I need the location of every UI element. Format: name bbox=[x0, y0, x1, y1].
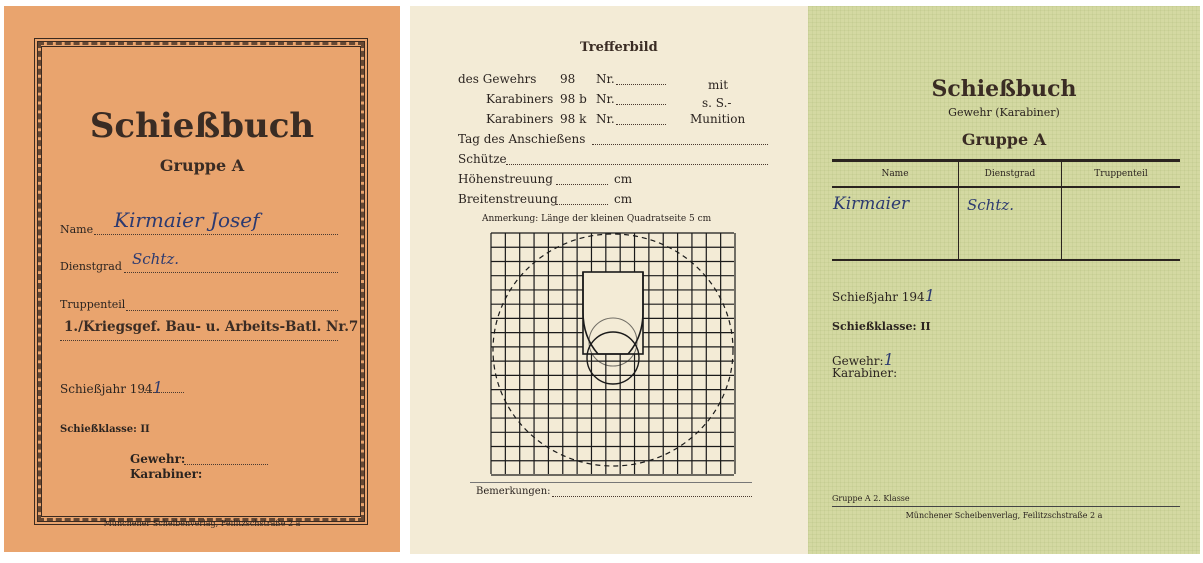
green-carbine: Karabiner: bbox=[832, 366, 898, 380]
year-label-text: Schießjahr 194 bbox=[60, 382, 153, 396]
target-diagram-page bbox=[410, 6, 808, 554]
green-class: Schießklasse: II bbox=[832, 320, 931, 333]
green-rifle-label: Gewehr: bbox=[832, 354, 884, 368]
carbine-label: Karabiner: bbox=[130, 467, 203, 481]
width-spread-label: Breitenstreuung bbox=[458, 192, 558, 206]
green-group: Gruppe A bbox=[961, 130, 1047, 149]
unit-value: 1./Kriegsgef. Bau- u. Arbeits-Batl. Nr.7 bbox=[64, 319, 359, 335]
green-title: Schießbuch bbox=[931, 76, 1077, 102]
name-value: Kirmaier Josef bbox=[114, 208, 260, 232]
ss-label: s. S.- bbox=[702, 96, 732, 110]
row-name-value: Kirmaier bbox=[832, 187, 959, 260]
name-label: Name bbox=[60, 223, 94, 236]
year-value: 1 bbox=[152, 378, 163, 397]
carbine-k-model: 98 k bbox=[560, 112, 587, 126]
carbine-b-nr-label: Nr. bbox=[596, 92, 615, 106]
carbine-k-line-label: Karabiners bbox=[486, 112, 554, 126]
shooter-label: Schütze bbox=[458, 152, 507, 166]
roster-table bbox=[832, 159, 1180, 261]
cover-subtitle: Gruppe A bbox=[159, 156, 245, 175]
green-footer-group: Gruppe A 2. Klasse bbox=[832, 494, 910, 503]
carbine-b-model: 98 b bbox=[560, 92, 587, 106]
col-name-header: Name bbox=[832, 161, 959, 188]
target-title: Trefferbild bbox=[580, 40, 658, 55]
cover-page bbox=[4, 6, 400, 552]
mit-label: mit bbox=[708, 78, 729, 92]
row-rank-value: Schtz. bbox=[959, 187, 1062, 260]
green-rifle-value: 1 bbox=[883, 350, 894, 369]
cover-publisher: Münchener Scheibenverlag, Feilitzschstraße 2 a bbox=[103, 519, 301, 528]
cover-title: Schießbuch bbox=[89, 106, 315, 146]
height-spread-label: Höhenstreuung bbox=[458, 172, 553, 186]
date-label: Tag des Anschießens bbox=[458, 132, 586, 146]
grid-note: Anmerkung: Länge der kleinen Quadratseite 5 cm bbox=[482, 214, 712, 224]
class-label: Schießklasse: II bbox=[60, 424, 150, 435]
col-rank-header: Dienstgrad bbox=[959, 161, 1062, 188]
width-cm: cm bbox=[614, 192, 633, 206]
rifle-model: 98 bbox=[560, 72, 576, 86]
rifle-nr-label: Nr. bbox=[596, 72, 615, 86]
carbine-b-line-label: Karabiners bbox=[486, 92, 554, 106]
height-cm: cm bbox=[614, 172, 633, 186]
green-year-label: Schießjahr 194 bbox=[832, 290, 925, 304]
green-publisher: Münchener Scheibenverlag, Feilitzschstraße 2 a bbox=[905, 511, 1103, 520]
rank-value: Schtz. bbox=[132, 250, 180, 268]
green-year-value: 1 bbox=[924, 286, 935, 305]
rank-label: Dienstgrad bbox=[60, 260, 122, 273]
unit-label: Truppenteil bbox=[60, 298, 126, 311]
row-unit-value bbox=[1062, 187, 1181, 260]
remarks-label: Bemerkungen: bbox=[476, 486, 551, 497]
munition-label: Munition bbox=[690, 112, 746, 126]
col-unit-header: Truppenteil bbox=[1062, 161, 1181, 188]
green-year bbox=[832, 286, 935, 305]
carbine-k-nr-label: Nr. bbox=[596, 112, 615, 126]
target-grid-diagram bbox=[490, 232, 736, 476]
green-subtitle: Gewehr (Karabiner) bbox=[948, 106, 1060, 119]
rifle-line-label: des Gewehrs bbox=[458, 72, 537, 86]
year-label bbox=[60, 378, 163, 397]
rifle-label: Gewehr: bbox=[130, 452, 186, 466]
green-record-page bbox=[808, 6, 1200, 554]
